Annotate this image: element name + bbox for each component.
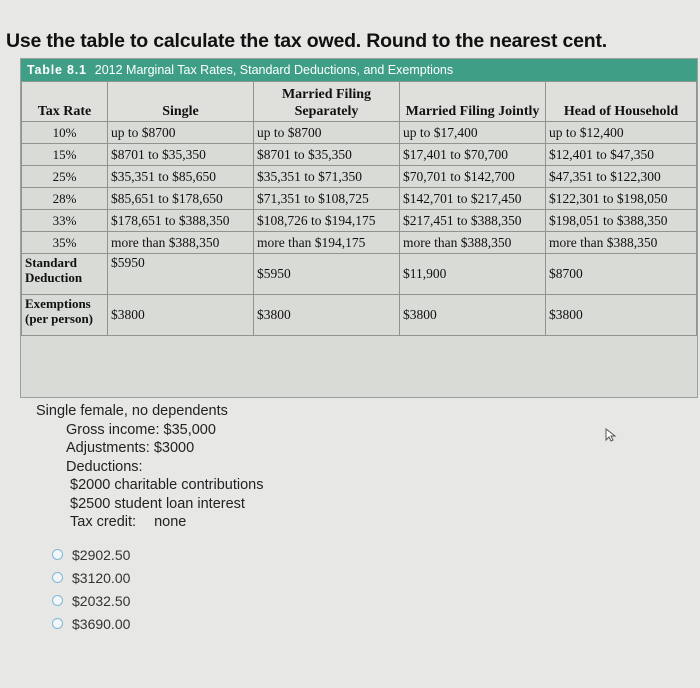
- rate-cell: 15%: [22, 144, 108, 166]
- table-caption-label: Table 8.1: [27, 63, 87, 77]
- table-cell: $35,351 to $85,650: [108, 166, 254, 188]
- deduction-item: $2500 student loan interest: [70, 495, 245, 512]
- table-caption-text: 2012 Marginal Tax Rates, Standard Deductions, and Exemptions: [94, 63, 454, 77]
- table-cell: more than $388,350: [108, 232, 254, 254]
- exemptions-label: Exemptions (per person): [22, 295, 108, 336]
- tax-credit: [36, 513, 263, 532]
- option-label[interactable]: $3120.00: [72, 569, 131, 586]
- question-text: Use the table to calculate the tax owed. Round to the nearest cent.: [6, 30, 607, 52]
- deductions-label: Deductions:: [66, 458, 143, 475]
- gross-income: Gross income: $35,000: [66, 421, 216, 438]
- header-single: Single: [108, 82, 254, 122]
- table-cell: $85,651 to $178,650: [108, 188, 254, 210]
- table-cell: $3800: [108, 295, 254, 336]
- table-row: [22, 166, 697, 188]
- table-cell: $8701 to $35,350: [254, 144, 400, 166]
- table-cell: up to $8700: [254, 122, 400, 144]
- answer-option[interactable]: [52, 566, 130, 589]
- header-married-jointly: Married Filing Jointly: [400, 82, 546, 122]
- exemptions-row: [22, 295, 697, 336]
- table-cell: $47,351 to $122,300: [546, 166, 697, 188]
- problem-statement: [36, 402, 263, 532]
- mouse-cursor-icon: [604, 428, 618, 442]
- option-label[interactable]: $3690.00: [72, 615, 131, 632]
- answer-options: [52, 543, 130, 635]
- table-cell: $142,701 to $217,450: [400, 188, 546, 210]
- table-cell: $35,351 to $71,350: [254, 166, 400, 188]
- table-cell: $17,401 to $70,700: [400, 144, 546, 166]
- table-cell: more than $194,175: [254, 232, 400, 254]
- table-cell: $217,451 to $388,350: [400, 210, 546, 232]
- tax-credit-value: none: [154, 514, 187, 530]
- table-cell: up to $8700: [108, 122, 254, 144]
- problem-heading: Single female, no dependents: [36, 403, 228, 419]
- tax-credit-label: Tax credit:: [70, 514, 137, 530]
- table-cell: $5950: [254, 254, 400, 295]
- table-row: [22, 122, 697, 144]
- radio-button[interactable]: [52, 595, 63, 606]
- rate-cell: 10%: [22, 122, 108, 144]
- radio-button[interactable]: [52, 618, 63, 629]
- option-label[interactable]: $2032.50: [72, 592, 131, 609]
- table-header-row: [22, 82, 697, 122]
- standard-deduction-row: [22, 254, 697, 295]
- table-cell: $71,351 to $108,725: [254, 188, 400, 210]
- tax-table-figure: [20, 58, 698, 398]
- table-cell: $12,401 to $47,350: [546, 144, 697, 166]
- table-row: [22, 144, 697, 166]
- answer-option[interactable]: [52, 589, 130, 612]
- rate-cell: 25%: [22, 166, 108, 188]
- table-cell: $178,651 to $388,350: [108, 210, 254, 232]
- table-cell: $198,051 to $388,350: [546, 210, 697, 232]
- table-cell: $8700: [546, 254, 697, 295]
- table-cell: $70,701 to $142,700: [400, 166, 546, 188]
- answer-option[interactable]: [52, 612, 130, 635]
- rate-cell: 35%: [22, 232, 108, 254]
- table-cell: $3800: [400, 295, 546, 336]
- adjustments: Adjustments: $3000: [66, 440, 195, 456]
- table-cell: $11,900: [400, 254, 546, 295]
- header-head-of-household: Head of Household: [546, 82, 697, 122]
- radio-button[interactable]: [52, 549, 63, 560]
- table-cell: up to $12,400: [546, 122, 697, 144]
- table-cell: more than $388,350: [400, 232, 546, 254]
- answer-option[interactable]: [52, 543, 130, 566]
- header-married-separately: Married Filing Separately: [254, 82, 400, 122]
- standard-deduction-label: Standard Deduction: [22, 254, 108, 295]
- rate-cell: 28%: [22, 188, 108, 210]
- table-cell: up to $17,400: [400, 122, 546, 144]
- table-row: [22, 188, 697, 210]
- table-cell: $108,726 to $194,175: [254, 210, 400, 232]
- rate-cell: 33%: [22, 210, 108, 232]
- header-tax-rate: Tax Rate: [22, 82, 108, 122]
- table-cell: $122,301 to $198,050: [546, 188, 697, 210]
- radio-button[interactable]: [52, 572, 63, 583]
- deduction-item: $2000 charitable contributions: [70, 477, 264, 493]
- table-row: [22, 210, 697, 232]
- table-cell: $5950: [108, 254, 254, 295]
- option-label[interactable]: $2902.50: [72, 546, 131, 563]
- table-cell: $3800: [546, 295, 697, 336]
- table-cell: $8701 to $35,350: [108, 144, 254, 166]
- table-caption: [21, 59, 697, 81]
- table-cell: $3800: [254, 295, 400, 336]
- table-row: [22, 232, 697, 254]
- table-cell: more than $388,350: [546, 232, 697, 254]
- tax-table: [21, 81, 697, 336]
